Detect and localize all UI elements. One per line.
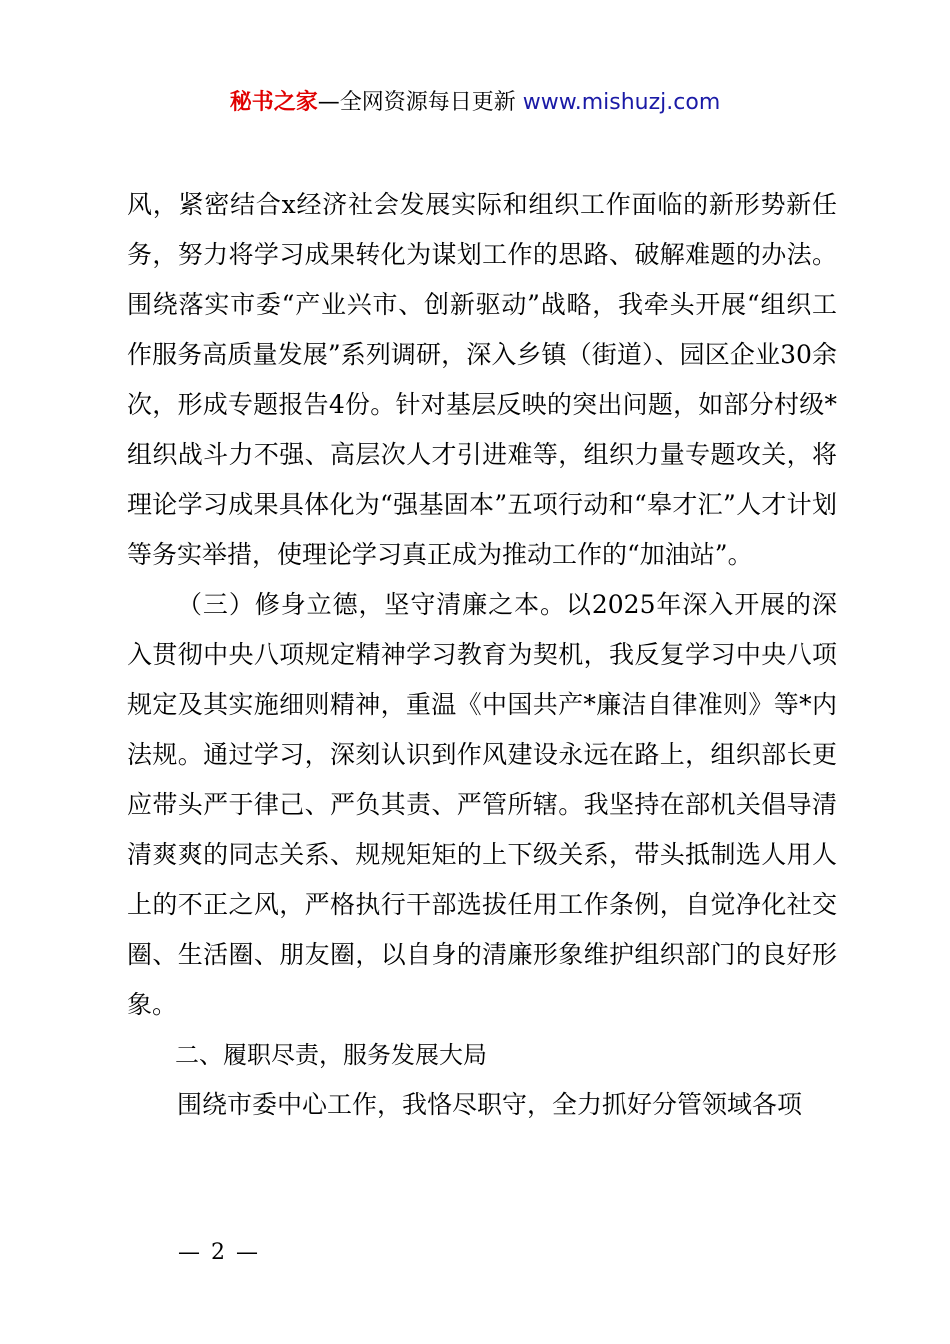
site-brand: 秘书之家 [229, 90, 318, 115]
paragraph-section-two-intro: 围绕市委中心工作，我恪尽职守，全力抓好分管领域各项 [177, 1090, 803, 1119]
document-body [127, 180, 837, 1130]
site-url-link[interactable]: www.mishuzj.com [522, 90, 721, 115]
paragraph-continued: 风，紧密结合x经济社会发展实际和组织工作面临的新形势新任务，努力将学习成果转化为谋划工作的思路、破解难题的办法。围绕落实市委“产业兴市、创新驱动”战略，我牵头开展“组织工作服务高质量发展”系列调研，深入乡镇（街道）、园区企业30余次，形成专题报告4份。针对基层反映的突出问题，如部分村级*组织战斗力不强、高层次人才引进难等，组织力量专题攻关，将理论学习成果具体化为“强基固本”五项行动和“皋才汇”人才计划等务实举措，使理论学习真正成为推动工作的“加油站”。 [127, 190, 837, 569]
page-number: — 2 — [178, 1240, 260, 1265]
site-tagline: —全网资源每日更新 [317, 90, 523, 115]
section-heading: 二、履职尽责，服务发展大局 [175, 1041, 487, 1069]
paragraph-section-three: （三）修身立德，坚守清廉之本。以2025年深入开展的深入贯彻中央八项规定精神学习教育为契机，我反复学习中央八项规定及其实施细则精神，重温《中国共产*廉洁自律准则》等*内法规。通过学习，深刻认识到作风建设永远在路上，组织部长更应带头严于律己、严负其责、严管所辖。我坚持在部机关倡导清清爽爽的同志关系、规规矩矩的上下级关系，带头抵制选人用人上的不正之风，严格执行干部选拔任用工作条例，自觉净化社交圈、生活圈、朋友圈，以自身的清廉形象维护组织部门的良好形象。 [127, 590, 837, 1019]
site-header [0, 86, 950, 120]
